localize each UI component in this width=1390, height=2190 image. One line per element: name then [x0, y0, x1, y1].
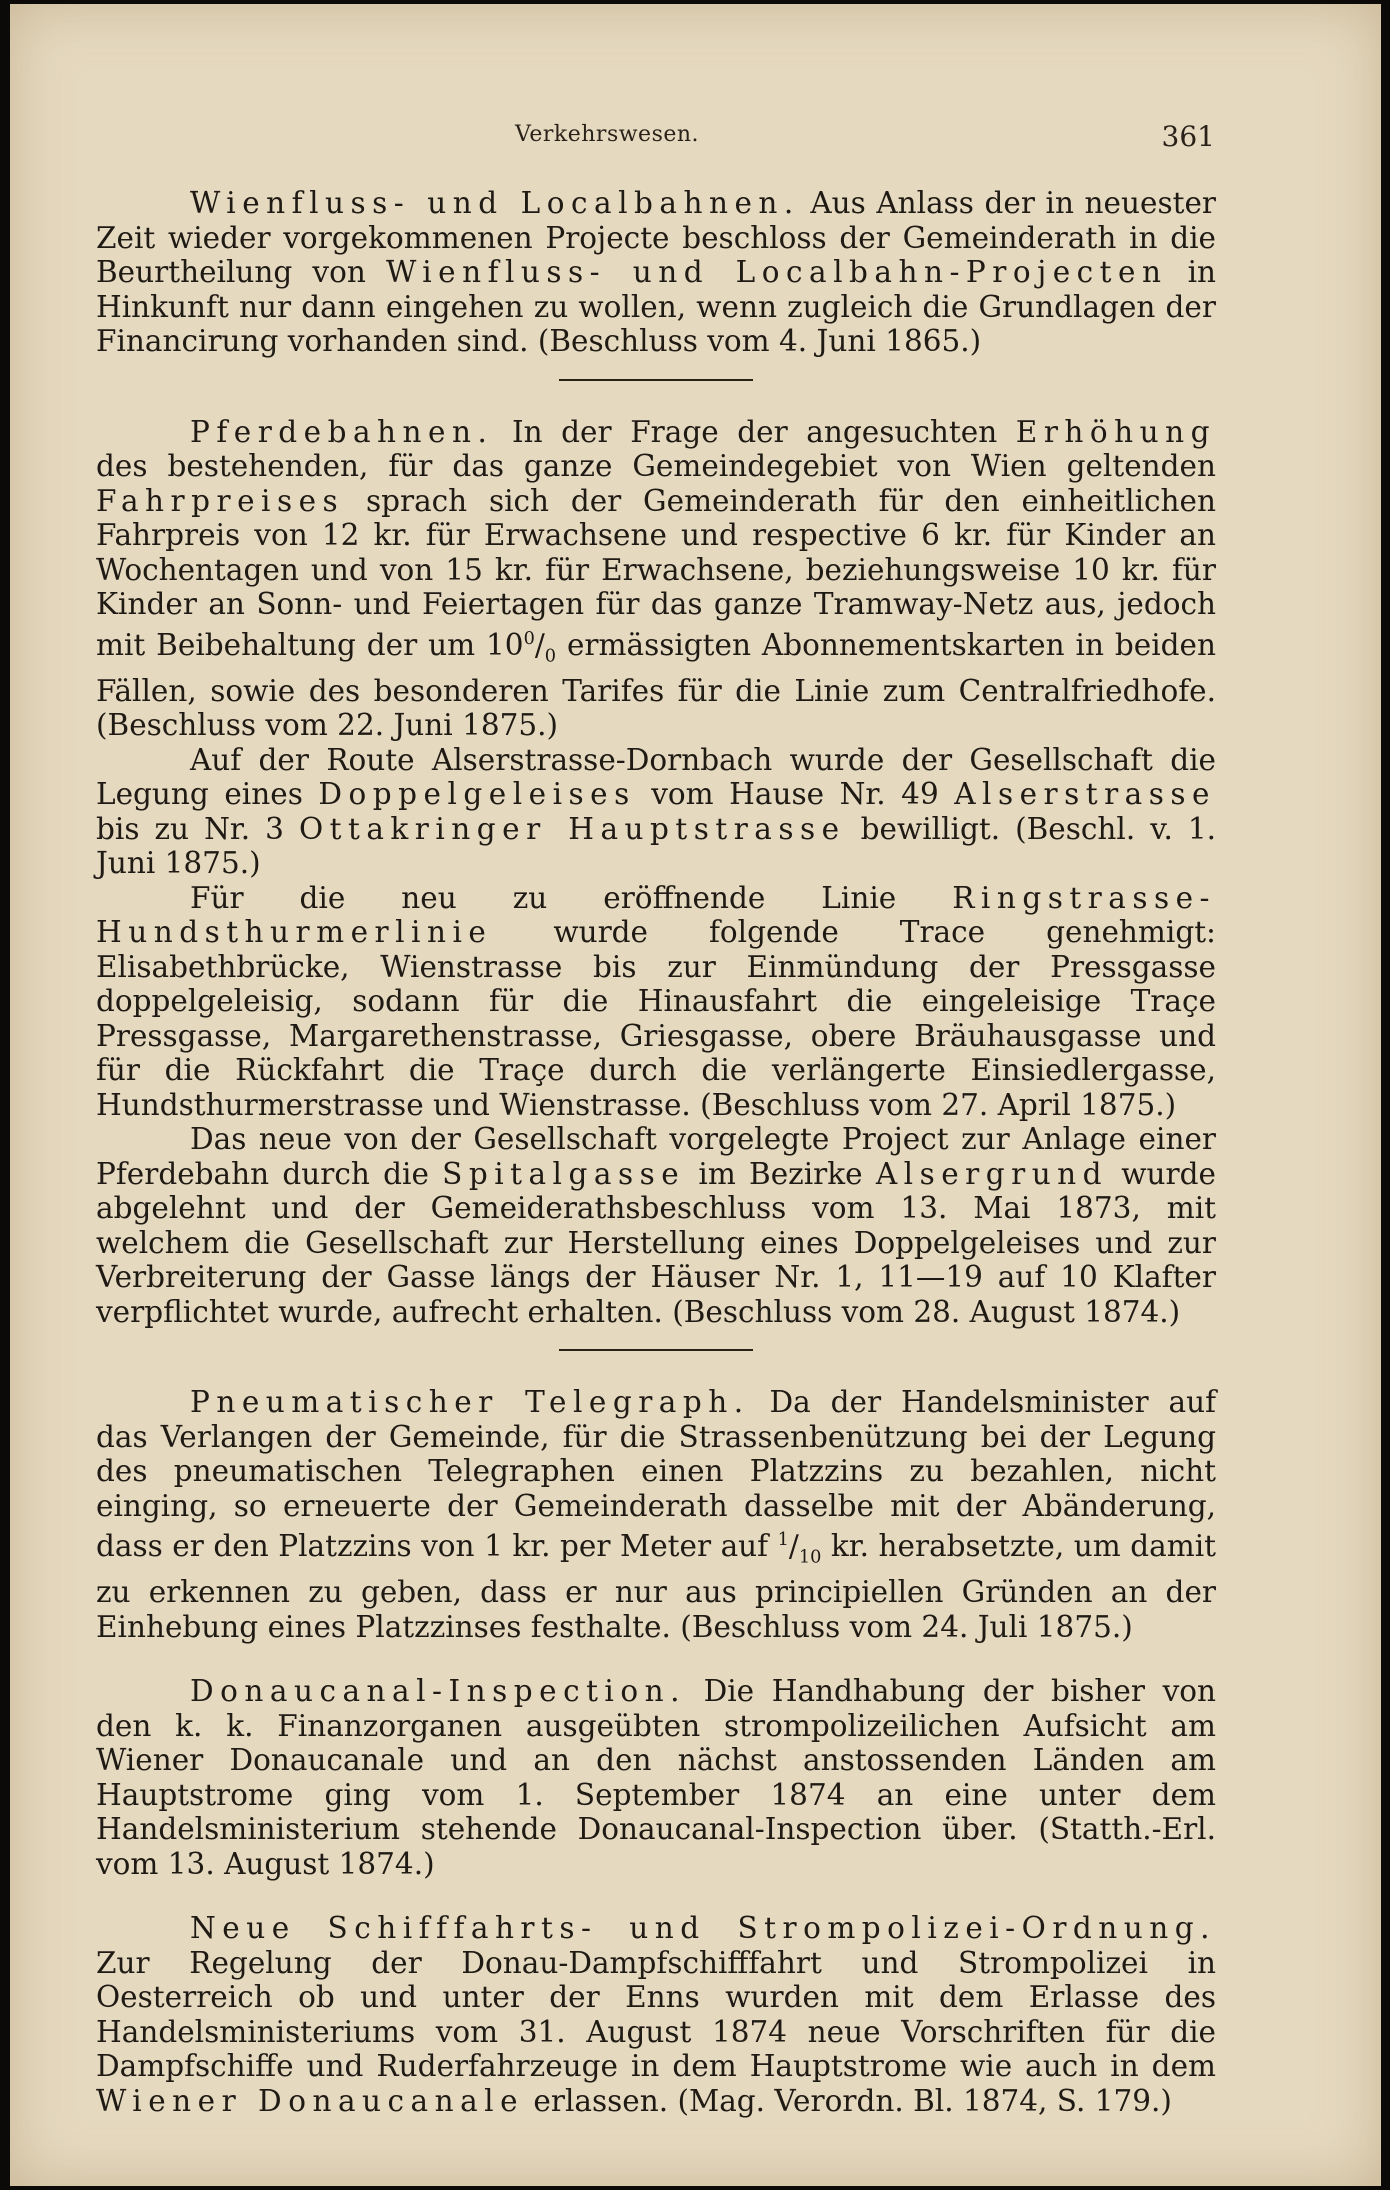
- paragraph: [96, 1122, 1216, 1329]
- text-run: In der Frage der angesuchten: [493, 414, 1016, 449]
- text-run: sprach sich der Gemeinderath für den einheitlichen Fahrpreis von 12 kr. für Erwachsene und respective 6 kr. für Kinder an Wochentagen und von 15 kr. für Erwachsene, beziehungsweise 10 kr. für Kinder an Sonn- und Feiertagen für das ganze Tramway-Netz aus, jedoch mit Beibehaltung der um 10: [96, 483, 1216, 662]
- section-pneumatischer-telegraph: [96, 1385, 1216, 1644]
- paragraph: [96, 743, 1216, 881]
- emphasis-run: Wienfluss- und Localbahn-Projecten: [385, 255, 1168, 289]
- text-run: Zur Regelung der Donau-Dampfschifffahrt und Strompolizei in Oesterreich ob und unter der Enns wurden mit dem Erlasse des Handelsministeriums vom 31. August 1874 neue Vorschriften für die Dampfschiffe und Ruderfahrzeuge in dem Hauptstrome wie auch in dem: [96, 1945, 1216, 2084]
- paragraph: [96, 415, 1216, 743]
- page-number: 361: [1161, 120, 1215, 153]
- text-run: Auf der Route Alserstrasse-Dornbach wurde der Gesellschaft die Legung eines: [96, 742, 1216, 812]
- running-header: [515, 122, 1215, 162]
- text-run: bis zu Nr. 3: [96, 811, 299, 846]
- emphasis-run: Ringstrasse-Hundsthurmerlinie: [96, 880, 1216, 950]
- section-schifffahrts-ordnung: [96, 1911, 1216, 2118]
- fraction-denominator: 10: [798, 1547, 822, 1568]
- section-heading: Neue Schifffahrts- und Strompolizei-Ordnung.: [190, 1911, 1216, 1946]
- emphasis-run: Alsergrund: [875, 1156, 1109, 1191]
- paragraph: [96, 1385, 1216, 1644]
- text-run: bewilligt. (Beschl. v. 1. Juni 1875.): [96, 811, 1217, 881]
- emphasis-run: Ottakringer Hauptstrasse: [298, 811, 846, 846]
- text-run: im Bezirke: [685, 1156, 876, 1191]
- text-run: Für die neu zu eröffnende Linie: [190, 880, 953, 915]
- fraction-numerator: 1: [777, 1530, 789, 1551]
- emphasis-run: Wiener Donaucanale: [96, 2083, 525, 2118]
- section-divider: [559, 379, 753, 381]
- paragraph: [96, 1911, 1216, 2118]
- spacer: [96, 1881, 1216, 1911]
- percent-sup: 0: [523, 628, 535, 649]
- emphasis-run: Fahrpreises: [96, 483, 345, 518]
- paragraph: [96, 1674, 1216, 1881]
- percent-sub: 0: [544, 646, 557, 667]
- text-run: kr. herabsetzte, um damit zu erkennen zu geben, dass er nur aus principiellen Gründen an der Einhebung eines Platzzinses festhalte. (Beschluss vom 24. Juli 1875.): [96, 1529, 1216, 1644]
- section-pferdebahnen: [96, 415, 1216, 1330]
- text-run: des bestehenden, für das ganze Gemeindegebiet von Wien geltenden: [96, 449, 1216, 483]
- emphasis-run: Erhöhung: [1015, 414, 1216, 449]
- running-title: Verkehrswesen.: [515, 122, 700, 147]
- text-run: Aus Anlass der in neuester Zeit wieder vorgekommenen Projecte beschloss der Gemeinderath in die Beurtheilung von: [96, 186, 1216, 289]
- text-run: Das neue von der Gesellschaft vorgelegte Project zur Anlage einer Pferdebahn durch die: [96, 1122, 1216, 1191]
- paragraph: [96, 186, 1216, 359]
- section-divider: [559, 1349, 753, 1351]
- text-run: in Hinkunft nur dann eingehen zu wollen, wenn zugleich die Grundlagen der Financirung vorhanden sind. (Beschluss vom 4. Juni 1865.): [96, 255, 1217, 358]
- text-run: wurde abgelehnt und der Gemeiderathsbeschluss vom 13. Mai 1873, mit welchem die Gesellschaft zur Herstellung eines Doppelgeleises und zur Verbreiterung der Gasse längs der Häuser Nr. 1, 11—19 auf 10 Klafter verpflichtet wurde, aufrecht erhalten. (Beschluss vom 28. August 1874.): [96, 1156, 1216, 1329]
- emphasis-run: Alserstrasse: [954, 777, 1216, 812]
- text-run: erlassen. (Mag. Verordn. Bl. 1874, S. 179.): [524, 2083, 1172, 2118]
- text-run: Die Handhabung der bisher von den k. k. Finanzorganen ausgeübten strompolizeilichen Aufsicht am Wiener Donaucanale und an den nächst anstossenden Länden am Hauptstrome ging vom 1. September 1874 an eine unter dem Handelsministerium stehende Donaucanal-Inspection über. (Statth.-Erl. vom 13. August 1874.): [96, 1674, 1216, 1881]
- spacer: [96, 1644, 1216, 1674]
- text-run: Da der Handelsminister auf das Verlangen der Gemeinde, für die Strassenbenützung bei der Legung des pneumatischen Telegraphen einen Platzzins zu bezahlen, nicht einging, so erneuerte der Gemeinderath dasselbe mit der Abänderung, dass er den Platzzins von 1 kr. per Meter auf: [96, 1385, 1216, 1564]
- text-run: wurde folgende Trace genehmigt: Elisabethbrücke, Wienstrasse bis zur Einmündung der Pressgasse doppelgeleisig, sodann für die Hinausfahrt die eingeleisige Traçe Pressgasse, Margarethenstrasse, Griesgasse, obere Bräuhausgasse und für die Rückfahrt die Traçe durch die verlängerte Einsiedlergasse, Hundsthurmerstrasse und Wienstrasse. (Beschluss vom 27. April 1875.): [96, 915, 1216, 1122]
- page-body: [96, 186, 1216, 2118]
- fraction-slash: /: [788, 1529, 799, 1564]
- section-heading: Donaucanal-Inspection.: [190, 1674, 686, 1709]
- book-page: [10, 4, 1381, 2186]
- text-run: ermässigten Abonnementskarten in beiden Fällen, sowie des besonderen Tarifes für die Linie zum Centralfriedhofe. (Beschluss vom 22. Juni 1875.): [96, 627, 1216, 743]
- text-run: vom Hause Nr. 49: [635, 777, 955, 812]
- section-heading: Pferdebahnen.: [190, 414, 494, 449]
- section-donaucanal-inspection: [96, 1674, 1216, 1881]
- section-heading: Pneumatischer Telegraph.: [190, 1385, 750, 1420]
- emphasis-run: Doppelgeleises: [318, 777, 636, 812]
- paragraph: [96, 881, 1216, 1123]
- emphasis-run: Spitalgasse: [442, 1156, 686, 1191]
- section-wienfluss-localbahnen: [96, 186, 1216, 359]
- percent-slash: /: [534, 627, 545, 662]
- section-heading: Wienfluss- und Localbahnen.: [190, 186, 800, 220]
